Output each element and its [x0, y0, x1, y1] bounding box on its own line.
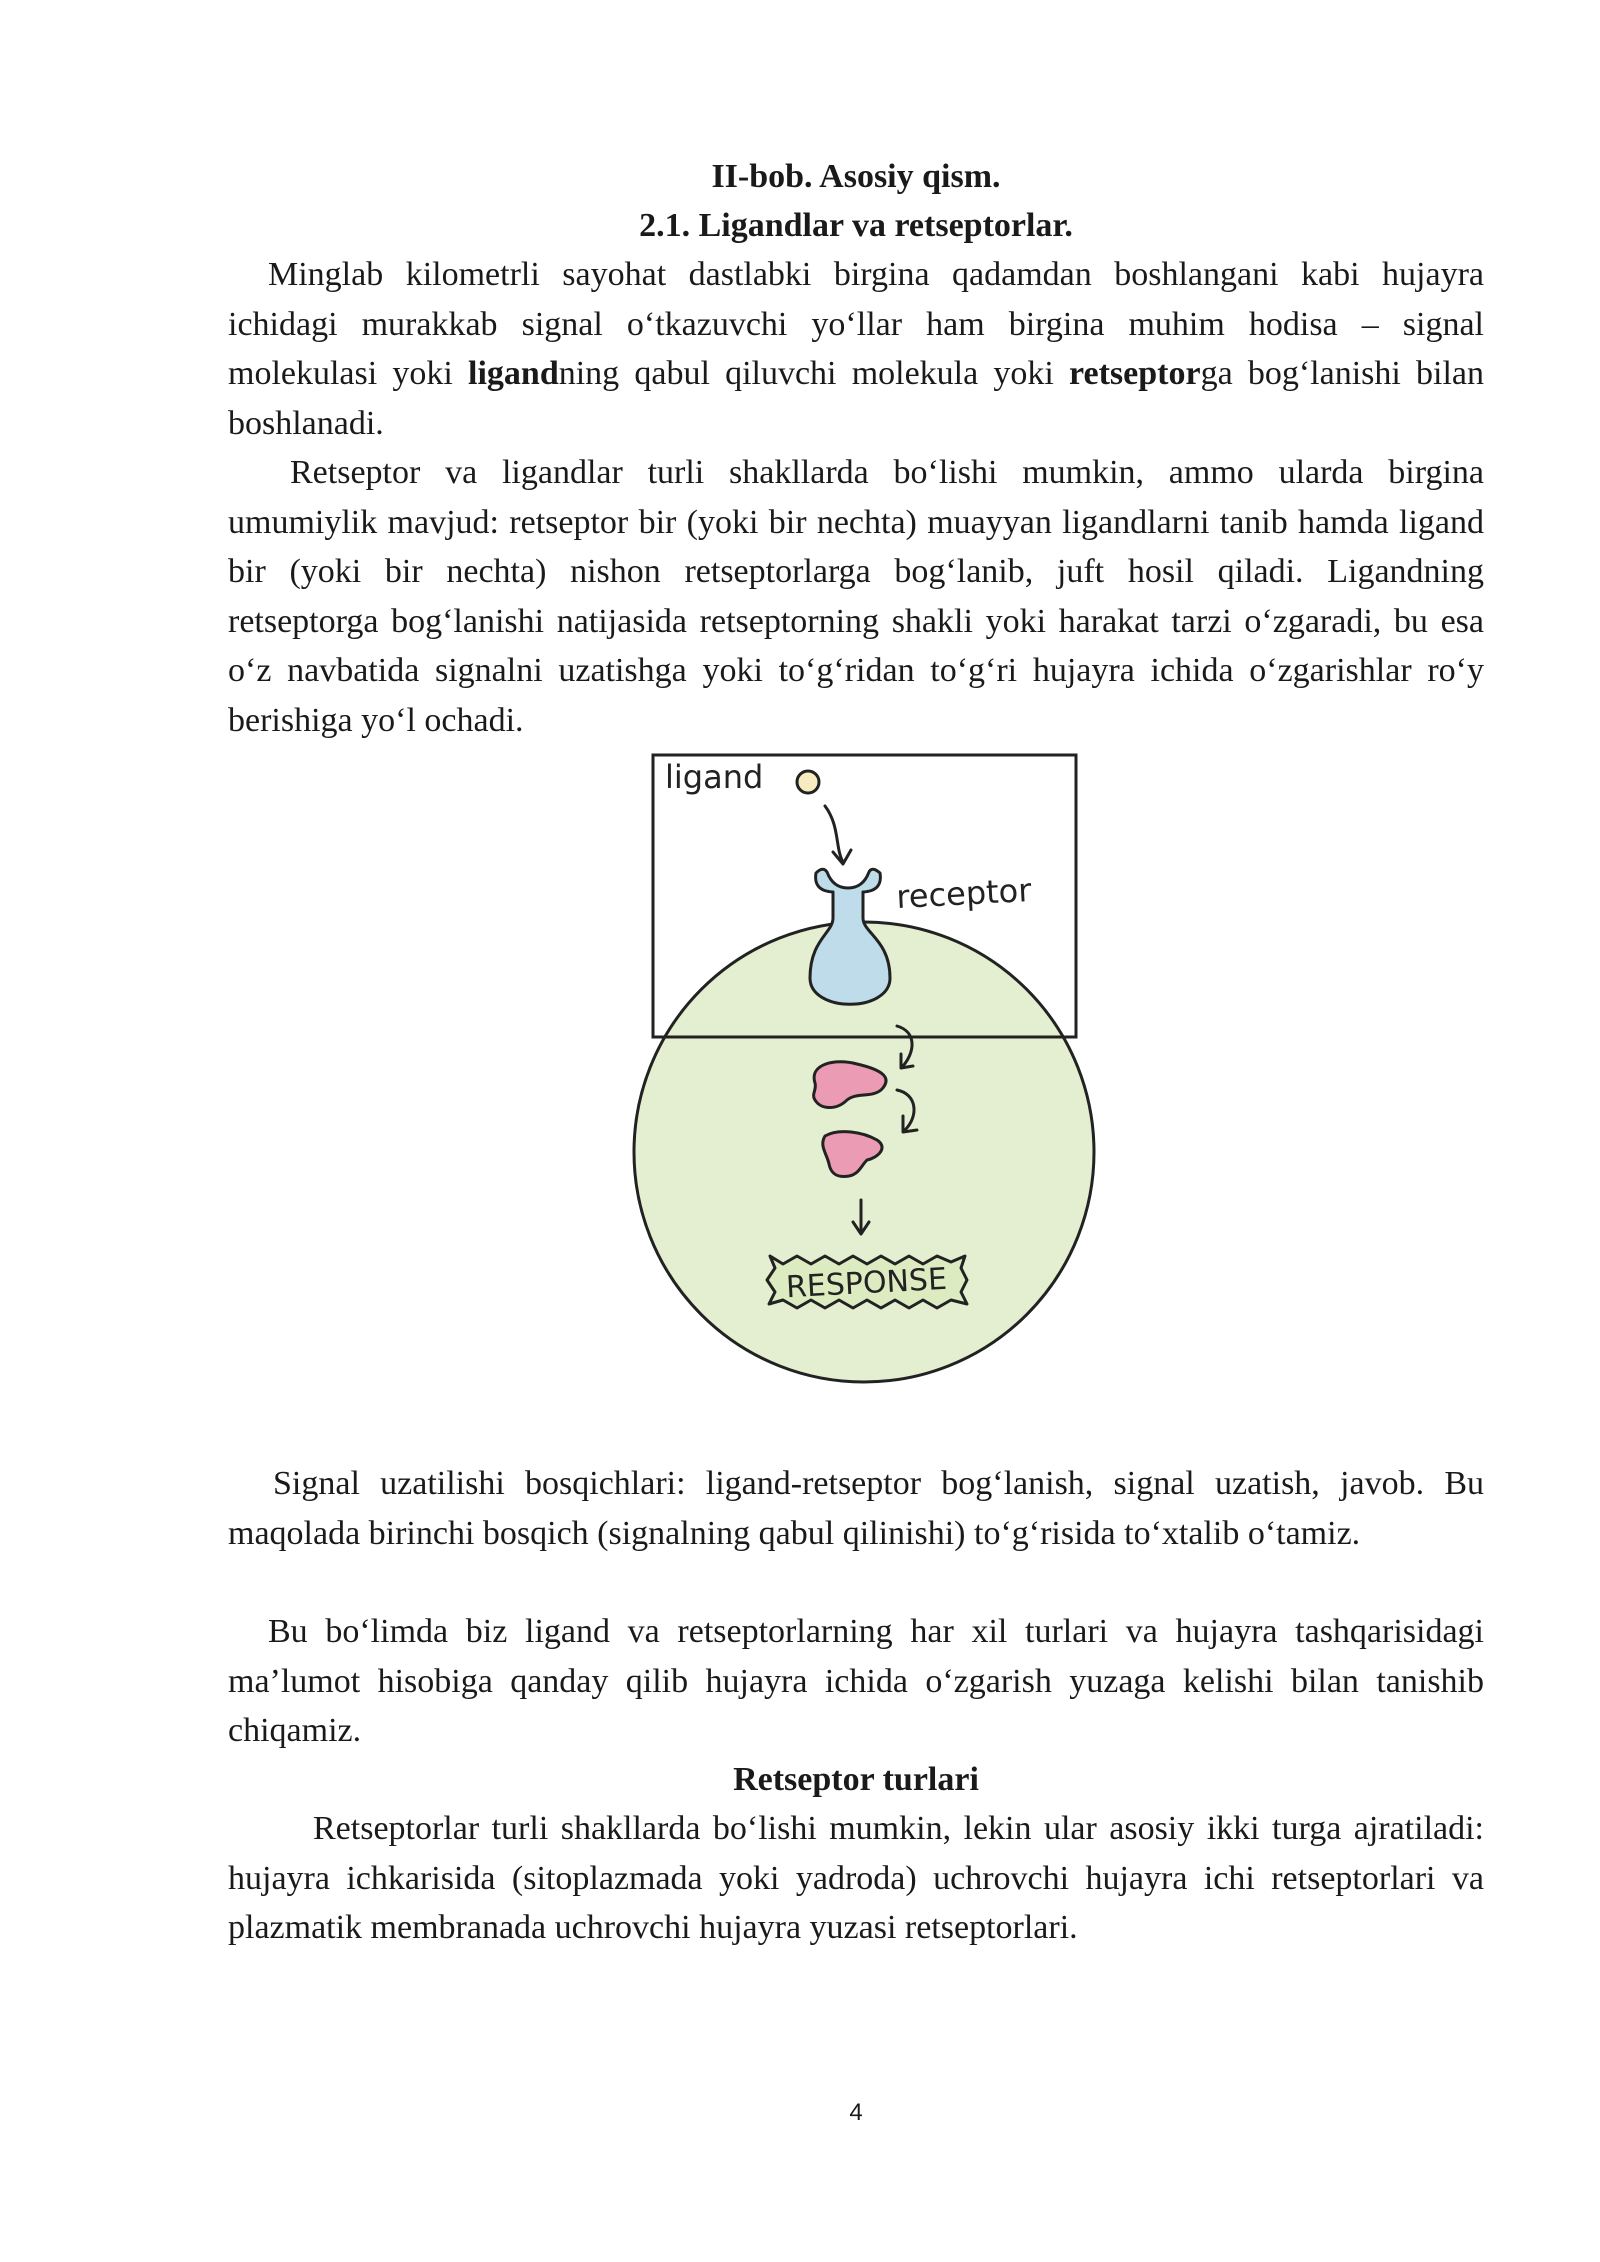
chapter-title: II-bob. Asosiy qism.: [711, 158, 1001, 195]
section-title: 2.1. Ligandlar va retseptorlar.: [639, 207, 1073, 244]
page-number: 4: [849, 2099, 863, 2126]
signal-reception-figure: [625, 748, 1100, 1408]
paragraph-4: Bu bo‘limda biz ligand va retseptorlarning har xil turlari va hujayra tashqarisidagi ma’lumot hisobiga qanday qilib hujayra ichida o‘zgarish yuzaga kelishi bilan tanishib chiqamiz.: [228, 1613, 1484, 1749]
paragraph-1-text-a: Minglab kilometrli sayohat dastlabki birgina qadamdan boshlangani kabi hujayra ichidagi murakkab signal o‘tkazuvchi yo‘llar ham birgina muhim hodisa – signal molekulasi yoki: [228, 256, 1484, 392]
paragraph-1-text-c: ga bog‘lanishi bilan boshlanadi.: [228, 355, 1484, 442]
subheading-receptor-types: Retseptor turlari: [733, 1761, 979, 1798]
ligand-label: ligand: [665, 758, 764, 796]
paragraph-1-text-b: ning qabul qiluvchi molekula yoki: [558, 355, 1070, 392]
response-label: RESPONSE: [785, 1261, 948, 1306]
paragraph-3: Signal uzatilishi bosqichlari: ligand-retseptor bog‘lanish, signal uzatish, javob. Bu maqolada birinchi bosqich (signalning qabul qilinishi) to‘g‘risida to‘xtalib o‘tamiz.: [228, 1465, 1484, 1552]
ligand-icon: [797, 771, 819, 793]
receptor-label: receptor: [895, 870, 1033, 916]
paragraph-2: Retseptor va ligandlar turli shakllarda bo‘lishi mumkin, ammo ularda birgina umumiylik mavjud: retseptor bir (yoki bir nechta) muayyan ligandlarni tanib hamda ligand bir (yoki bir nechta) nishon retseptorlarga bog‘lanib, juft hosil qiladi. Ligandning retseptorga bog‘lanishi natijasida retseptorning shakli yoki harakat tarzi o‘zgaradi, bu esa o‘z navbatida signalni uzatishga yoki to‘g‘ridan to‘g‘ri hujayra ichida o‘zgarishlar ro‘y berishiga yo‘l ochadi.: [228, 454, 1484, 739]
term-retseptor: retseptor: [1069, 355, 1201, 392]
term-ligand: ligand: [468, 355, 559, 392]
paragraph-1: [228, 250, 1484, 448]
signal-diagram: [625, 748, 1100, 1408]
paragraph-5: Retseptorlar turli shakllarda bo‘lishi mumkin, lekin ular asosiy ikki turga ajratiladi: hujayra ichkarisida (sitoplazmada yoki yadroda) uchrovchi hujayra ichi retseptorlari va plazmatik membranada uchrovchi hujayra yuzasi retseptorlari.: [228, 1810, 1484, 1946]
